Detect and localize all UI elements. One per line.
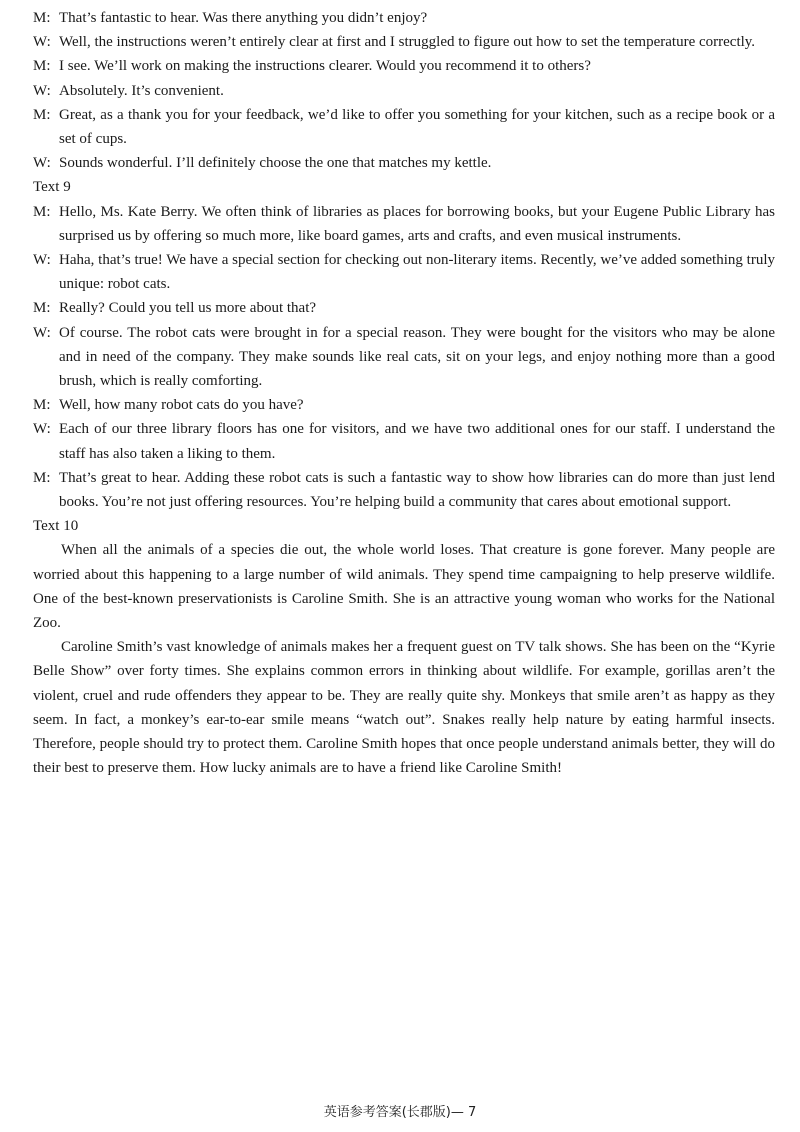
dialogue-text: Well, how many robot cats do you have? (59, 397, 304, 414)
dialogue-line (33, 200, 775, 248)
dialogue-line (33, 151, 775, 175)
dialogue-part1 (33, 6, 775, 175)
page-footer: 英语参考答案(长郡版)— 7 (323, 1105, 477, 1120)
text9-section (33, 175, 775, 514)
dialogue-line (33, 54, 775, 78)
speaker-label: M: (33, 469, 51, 486)
dialogue-text: That’s great to hear. Adding these robot cats is such a fantastic way to show how libraries can do more than just lend books. You’re not just offering resources. You’re helping build a community that cares about emotional support. (59, 469, 775, 511)
dialogue-line (33, 296, 775, 320)
dialogue-text: Hello, Ms. Kate Berry. We often think of libraries as places for borrowing books, but your Eugene Public Library has surprised us by offering so much more, like board games, arts and crafts, and even musical instruments. (59, 203, 775, 244)
speaker-label: W: (33, 34, 51, 51)
dialogue-line (33, 321, 775, 394)
passage-paragraph: When all the animals of a species die out, the whole world loses. That creature is gone forever. Many people are worried about this happening to a large number of wild animals. They spend time campaigning to help preserve wildlife. One of the best-known preservationists is Caroline Smith. She is an attractive young woman who works for the National Zoo. (33, 542, 775, 632)
dialogue-text: Well, the instructions weren’t entirely clear at first and I struggled to figure out how to set the temperature correctly. (59, 34, 756, 51)
speaker-label: M: (33, 58, 51, 75)
speaker-label: W: (33, 252, 51, 269)
dialogue-line (33, 103, 775, 151)
dialogue-text: Sounds wonderful. I’ll definitely choose the one that matches my kettle. (59, 155, 492, 172)
speaker-label: M: (33, 397, 51, 414)
speaker-label: W: (33, 421, 51, 438)
dialogue-line (33, 30, 775, 54)
text10-section (33, 514, 775, 780)
dialogue-line (33, 393, 775, 417)
speaker-label: M: (33, 10, 51, 26)
dialogue-text: Haha, that’s true! We have a special section for checking out non-literary items. Recently, we’ve added something truly unique: robot cats. (59, 252, 775, 293)
answer-key-page (33, 6, 775, 781)
dialogue-line (33, 466, 775, 514)
dialogue-text: Each of our three library floors has one for visitors, and we have two additional ones for our staff. I understand the staff has also taken a liking to them. (59, 421, 775, 462)
speaker-label: M: (33, 106, 51, 123)
dialogue-line (33, 417, 775, 465)
dialogue-text: Absolutely. It’s convenient. (59, 82, 224, 99)
speaker-label: W: (33, 82, 51, 99)
section-heading: Text 9 (33, 179, 71, 196)
dialogue-text: Great, as a thank you for your feedback, we’d like to offer you something for your kitchen, such as a recipe book or a set of cups. (59, 106, 775, 148)
speaker-label: W: (33, 155, 51, 172)
dialogue-text: Of course. The robot cats were brought in for a special reason. They were bought for the visitors who may be alone and in need of the company. They make sounds like real cats, sit on your legs, and enjoy nothing more than a good brush, which is really comforting. (59, 324, 775, 390)
passage-paragraph: Caroline Smith’s vast knowledge of animals makes her a frequent guest on TV talk shows. She has been on the “Kyrie Belle Show” over forty times. She explains common errors in thinking about wildlife. For example, gorillas aren’t the violent, cruel and rude offenders they appear to be. They are really quite shy. Monkeys that smile aren’t as happy as they seem. In fact, a monkey’s ear-to-ear smile means “watch out”. Snakes really help nature by eating harmful insects. Therefore, people should try to protect them. Caroline Smith hopes that once people understand animals better, they will do their best to preserve them. How lucky animals are to have a friend like Caroline Smith! (33, 639, 775, 777)
dialogue-line (33, 248, 775, 296)
section-heading: Text 10 (33, 518, 79, 535)
dialogue-line (33, 6, 775, 30)
speaker-label: M: (33, 203, 51, 220)
dialogue-text: That’s fantastic to hear. Was there anything you didn’t enjoy? (59, 10, 428, 26)
dialogue-line (33, 79, 775, 103)
speaker-label: M: (33, 300, 51, 317)
speaker-label: W: (33, 324, 51, 341)
dialogue-text: Really? Could you tell us more about that? (59, 300, 317, 317)
dialogue-text: I see. We’ll work on making the instructions clearer. Would you recommend it to others? (59, 58, 591, 75)
